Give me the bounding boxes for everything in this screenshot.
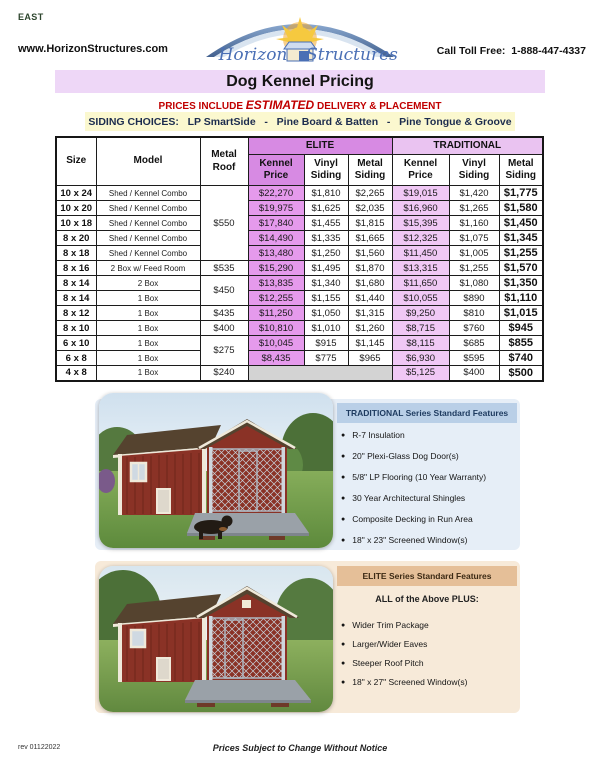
size-cell: 6 x 8 [56,351,96,366]
feature-text: Steeper Roof Pitch [352,658,424,668]
elite-metal-siding-cell: $1,680 [348,276,392,291]
elite-kennel-price-cell: $15,290 [248,261,304,276]
revision-label: rev 01122022 [18,744,61,751]
trad-kennel-price-cell: $6,930 [392,351,449,366]
elite-metal-siding-cell: $1,145 [348,336,392,351]
bullet-icon: ● [341,495,346,502]
trad-kennel-price-cell: $5,125 [392,366,449,381]
toll-free-number: Call Toll Free: 1-888-447-4337 [436,45,586,57]
table-row [56,321,543,336]
elite-vinyl-siding-cell: $1,335 [304,231,348,246]
trad-kennel-price-cell: $8,115 [392,336,449,351]
col-header-trad-kennel-price: Kennel Price [392,155,449,186]
size-cell: 4 x 8 [56,366,96,381]
table-row [56,186,543,201]
table-row [56,276,543,291]
delivery-note-suffix: DELIVERY & PLACEMENT [314,101,442,112]
model-cell: 1 Box [96,366,200,381]
page-title: Dog Kennel Pricing [55,70,545,93]
trad-metal-siding-cell: $1,255 [499,246,543,261]
trad-kennel-price-cell: $9,250 [392,306,449,321]
feature-item [341,514,519,525]
siding-choices-bar: SIDING CHOICES: LP SmartSide - Pine Board & Batten - Pine Tongue & Groove [85,112,515,131]
trad-metal-siding-cell: $1,110 [499,291,543,306]
model-cell: 1 Box [96,351,200,366]
model-cell: 2 Box [96,276,200,291]
elite-kennel-price-cell: $13,480 [248,246,304,261]
elite-vinyl-siding-cell: $1,810 [304,186,348,201]
elite-metal-siding-cell: $1,260 [348,321,392,336]
model-cell: Shed / Kennel Combo [96,231,200,246]
trad-metal-siding-cell: $1,775 [499,186,543,201]
feature-item [341,451,519,462]
delivery-note [0,98,600,112]
elite-kennel-price-cell: $10,810 [248,321,304,336]
elite-metal-siding-cell: $2,035 [348,201,392,216]
elite-vinyl-siding-cell: $915 [304,336,348,351]
feature-item [341,472,519,483]
trad-vinyl-siding-cell: $810 [449,306,499,321]
metal-roof-cell: $550 [200,186,248,261]
trad-kennel-price-cell: $12,325 [392,231,449,246]
website-url: www.HorizonStructures.com [18,43,168,55]
size-cell: 10 x 18 [56,216,96,231]
elite-kennel-price-cell: $12,255 [248,291,304,306]
size-cell: 8 x 18 [56,246,96,261]
trad-metal-siding-cell: $1,580 [499,201,543,216]
trad-metal-siding-cell: $500 [499,366,543,381]
bullet-icon: ● [341,679,346,686]
model-cell: 1 Box [96,291,200,306]
metal-roof-cell: $435 [200,306,248,321]
model-cell: 1 Box [96,321,200,336]
table-row [56,231,543,246]
col-header-metal-roof: Metal Roof [200,137,248,186]
trad-metal-siding-cell: $945 [499,321,543,336]
elite-features-subtitle: ALL of the Above PLUS: [375,594,479,604]
region-label: EAST [18,12,44,22]
feature-text: 18" x 27" Screened Window(s) [352,677,468,687]
elite-metal-siding-cell: $1,315 [348,306,392,321]
trad-vinyl-siding-cell: $595 [449,351,499,366]
col-header-trad-vinyl-siding: Vinyl Siding [449,155,499,186]
model-cell: Shed / Kennel Combo [96,201,200,216]
feature-item [341,658,519,669]
feature-text: Larger/Wider Eaves [352,639,428,649]
table-row [56,246,543,261]
metal-roof-cell: $240 [200,366,248,381]
trad-vinyl-siding-cell: $1,005 [449,246,499,261]
size-cell: 8 x 10 [56,321,96,336]
trad-kennel-price-cell: $8,715 [392,321,449,336]
elite-blank-cell [248,366,392,381]
elite-metal-siding-cell: $1,665 [348,231,392,246]
elite-kennel-price-cell: $13,835 [248,276,304,291]
table-header-row-groups [56,137,543,155]
elite-kennel-price-cell: $22,270 [248,186,304,201]
delivery-note-emphasis: ESTIMATED [245,98,315,112]
metal-roof-cell: $275 [200,336,248,366]
elite-vinyl-siding-cell: $1,625 [304,201,348,216]
trad-kennel-price-cell: $15,395 [392,216,449,231]
trad-vinyl-siding-cell: $890 [449,291,499,306]
table-row [56,261,543,276]
elite-kennel-price-cell: $19,975 [248,201,304,216]
elite-vinyl-siding-cell: $1,455 [304,216,348,231]
elite-features-list [341,620,519,696]
trad-vinyl-siding-cell: $1,255 [449,261,499,276]
elite-kennel-price-cell: $11,250 [248,306,304,321]
size-cell: 6 x 10 [56,336,96,351]
trad-metal-siding-cell: $740 [499,351,543,366]
trad-kennel-price-cell: $13,315 [392,261,449,276]
bullet-icon: ● [341,660,346,667]
feature-text: Composite Decking in Run Area [352,514,473,524]
model-cell: 2 Box w/ Feed Room [96,261,200,276]
trad-vinyl-siding-cell: $760 [449,321,499,336]
bullet-icon: ● [341,622,346,629]
elite-vinyl-siding-cell: $1,495 [304,261,348,276]
delivery-note-prefix: PRICES INCLUDE [158,101,246,112]
feature-text: 20" Plexi-Glass Dog Door(s) [352,451,459,461]
bullet-icon: ● [341,474,346,481]
elite-kennel-price-cell: $10,045 [248,336,304,351]
feature-item [341,677,519,688]
feature-item [341,535,519,546]
bullet-icon: ● [341,641,346,648]
trad-vinyl-siding-cell: $685 [449,336,499,351]
feature-item [341,430,519,441]
col-header-model: Model [96,137,200,186]
trad-metal-siding-cell: $1,350 [499,276,543,291]
trad-metal-siding-cell: $855 [499,336,543,351]
price-change-notice: Prices Subject to Change Without Notice [212,743,388,753]
table-row [56,336,543,351]
trad-kennel-price-cell: $10,055 [392,291,449,306]
elite-metal-siding-cell: $1,870 [348,261,392,276]
col-header-trad-metal-siding: Metal Siding [499,155,543,186]
table-row [56,306,543,321]
size-cell: 10 x 20 [56,201,96,216]
elite-kennel-price-cell: $14,490 [248,231,304,246]
metal-roof-cell: $450 [200,276,248,306]
model-cell: Shed / Kennel Combo [96,246,200,261]
elite-kennel-price-cell: $8,435 [248,351,304,366]
traditional-features-title: TRADITIONAL Series Standard Features [337,403,517,423]
bullet-icon: ● [341,537,346,544]
elite-metal-siding-cell: $1,440 [348,291,392,306]
elite-metal-siding-cell: $2,265 [348,186,392,201]
logo-word-horizon: Horizon [218,45,288,65]
size-cell: 8 x 14 [56,276,96,291]
trad-kennel-price-cell: $11,450 [392,246,449,261]
trad-kennel-price-cell: $16,960 [392,201,449,216]
feature-item [341,639,519,650]
trad-vinyl-siding-cell: $1,080 [449,276,499,291]
feature-item [341,493,519,504]
feature-text: R-7 Insulation [352,430,405,440]
bullet-icon: ● [341,516,346,523]
trad-metal-siding-cell: $1,570 [499,261,543,276]
elite-vinyl-siding-cell: $1,010 [304,321,348,336]
feature-text: Wider Trim Package [352,620,429,630]
col-group-traditional: TRADITIONAL [392,137,543,155]
trad-kennel-price-cell: $19,015 [392,186,449,201]
elite-metal-siding-cell: $1,815 [348,216,392,231]
horizon-structures-logo [200,5,400,65]
pricing-table-body [56,186,543,381]
feature-text: 5/8" LP Flooring (10 Year Warranty) [352,472,487,482]
elite-vinyl-siding-cell: $1,250 [304,246,348,261]
size-cell: 8 x 12 [56,306,96,321]
col-header-elite-metal-siding: Metal Siding [348,155,392,186]
bullet-icon: ● [341,453,346,460]
col-header-elite-kennel-price: Kennel Price [248,155,304,186]
elite-kennel-photo [99,566,333,712]
feature-text: 18" x 23" Screened Window(s) [352,535,468,545]
elite-metal-siding-cell: $965 [348,351,392,366]
elite-vinyl-siding-cell: $775 [304,351,348,366]
elite-vinyl-siding-cell: $1,155 [304,291,348,306]
size-cell: 10 x 24 [56,186,96,201]
elite-metal-siding-cell: $1,560 [348,246,392,261]
elite-vinyl-siding-cell: $1,050 [304,306,348,321]
trad-vinyl-siding-cell: $400 [449,366,499,381]
model-cell: 1 Box [96,306,200,321]
col-header-size: Size [56,137,96,186]
col-group-elite: ELITE [248,137,392,155]
table-row [56,201,543,216]
size-cell: 8 x 20 [56,231,96,246]
bullet-icon: ● [341,432,346,439]
model-cell: Shed / Kennel Combo [96,186,200,201]
model-cell: 1 Box [96,336,200,351]
trad-vinyl-siding-cell: $1,075 [449,231,499,246]
table-row [56,291,543,306]
elite-vinyl-siding-cell: $1,340 [304,276,348,291]
size-cell: 8 x 16 [56,261,96,276]
pricing-table [55,136,544,382]
metal-roof-cell: $400 [200,321,248,336]
traditional-features-list [341,430,519,556]
trad-vinyl-siding-cell: $1,420 [449,186,499,201]
feature-item [341,620,519,631]
col-header-elite-vinyl-siding: Vinyl Siding [304,155,348,186]
table-row [56,216,543,231]
trad-kennel-price-cell: $11,650 [392,276,449,291]
elite-kennel-price-cell: $17,840 [248,216,304,231]
trad-metal-siding-cell: $1,015 [499,306,543,321]
table-row [56,366,543,381]
feature-text: 30 Year Architectural Shingles [352,493,466,503]
elite-features-title: ELITE Series Standard Features [337,566,517,586]
trad-metal-siding-cell: $1,345 [499,231,543,246]
trad-vinyl-siding-cell: $1,160 [449,216,499,231]
metal-roof-cell: $535 [200,261,248,276]
size-cell: 8 x 14 [56,291,96,306]
model-cell: Shed / Kennel Combo [96,216,200,231]
logo-word-structures: Structures [306,45,398,65]
traditional-kennel-photo [99,393,333,548]
trad-metal-siding-cell: $1,450 [499,216,543,231]
trad-vinyl-siding-cell: $1,265 [449,201,499,216]
table-row [56,351,543,366]
